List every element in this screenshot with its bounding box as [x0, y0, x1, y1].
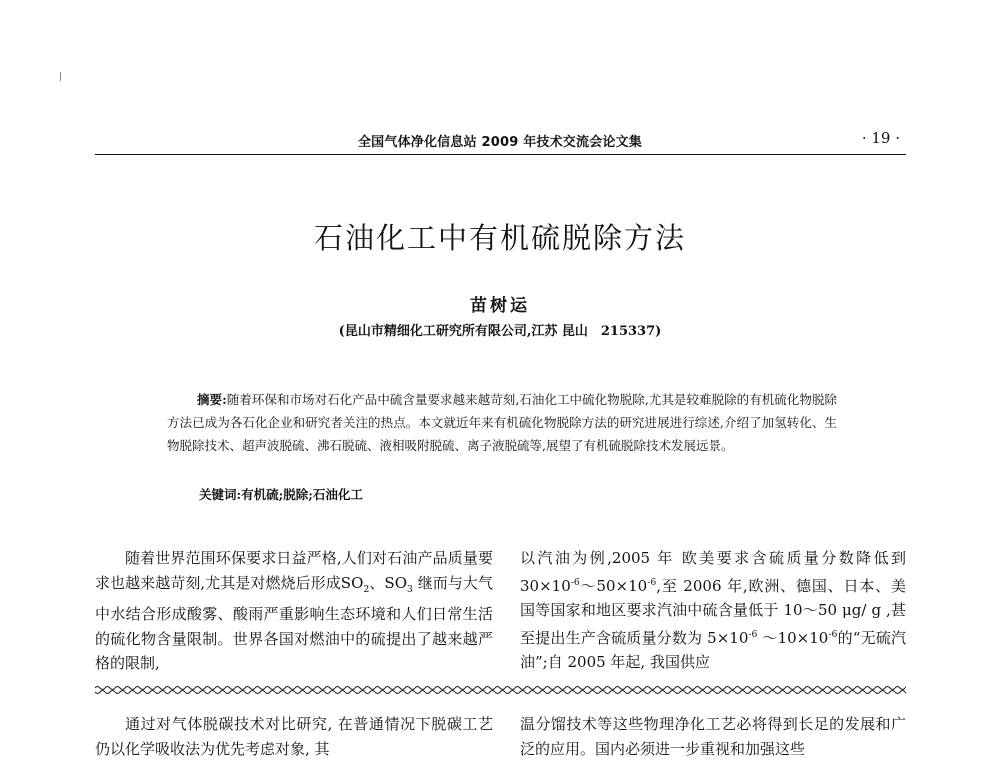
- running-header-title: 全国气体净化信息站 2009 年技术交流会论文集: [357, 135, 643, 150]
- superscript: -6: [570, 576, 580, 588]
- paper-title: 石油化工中有机硫脱除方法: [313, 221, 686, 255]
- header-rule: [95, 154, 906, 155]
- body-text: 的“无硫汽油”;自 2005 年起, 我国供应: [520, 628, 907, 671]
- superscript: -6: [647, 576, 657, 588]
- wavy-section-divider: [95, 684, 906, 696]
- body-text: ,至 2006 年,欧洲、德国、日本、美国等国家和地区要求汽油中硫含量低于 10～50 μg/ g ,甚至提出生产含硫质量分数为 5×10: [520, 576, 906, 647]
- body-text: 继而与大气中水结合形成酸雾、酸雨严重影响生态环境和人们日常生活的硫化物含量限制。世界各国对燃油中的硫提出了越来越严格的限制,: [95, 573, 493, 672]
- superscript: -6: [828, 628, 838, 640]
- body-text: ～10×10: [757, 628, 829, 647]
- body-right-column-paragraph: [520, 546, 906, 675]
- second-article-right-column: 温分馏技术等这些物理净化工艺必将得到长足的发展和广泛的应用。国内必须进一步重视和加强这些: [520, 715, 906, 758]
- body-text: ～50×10: [579, 576, 648, 595]
- author-affiliation: (昆山市精细化工研究所有限公司,江苏 昆山 215337): [338, 324, 662, 339]
- keywords-line: [199, 485, 799, 503]
- abstract-text: 随着环保和市场对石化产品中硫含量要求越来越苛刻,石油化工中硫化物脱除,尤其是较难脱除的有机硫化物脱除方法已成为各石化企业和研究者关注的热点。本文就近年来有机硫化物脱除方法的研究进展进行综述,介绍了加氢转化、生物脱除技术、超声波脱硫、沸石脱硫、液相吸附脱硫、离子液脱硫等,展望了有机硫脱除技术发展远景。: [167, 392, 837, 453]
- abstract-paragraph: [167, 388, 837, 457]
- body-text: 以汽油为例,2005 年 欧美要求含硫质量分数降低到 30×10: [520, 549, 906, 595]
- scan-mark: [60, 72, 61, 81]
- subscript: 2: [363, 583, 370, 595]
- body-text: 、SO: [369, 573, 407, 592]
- body-left-column-paragraph: [95, 546, 493, 676]
- author-name: 苗树运: [470, 296, 530, 316]
- keywords-label: 关键词:: [199, 487, 242, 502]
- superscript: -6: [748, 628, 758, 640]
- page-number: · 19 ·: [861, 129, 900, 147]
- subscript: 3: [407, 583, 413, 595]
- second-article-left-column: 通过对气体脱碳技术对比研究, 在普通情况下脱碳工艺仍以化学吸收法为优先考虑对象, 其: [95, 715, 493, 758]
- abstract-label: 摘要:: [197, 392, 227, 407]
- keywords-text: 有机硫;脱除;石油化工: [241, 487, 363, 502]
- body-text: 随着世界范围环保要求日益严格,人们对石油产品质量要求也越来越苛刻,尤其是对燃烧后形成SO: [95, 549, 493, 592]
